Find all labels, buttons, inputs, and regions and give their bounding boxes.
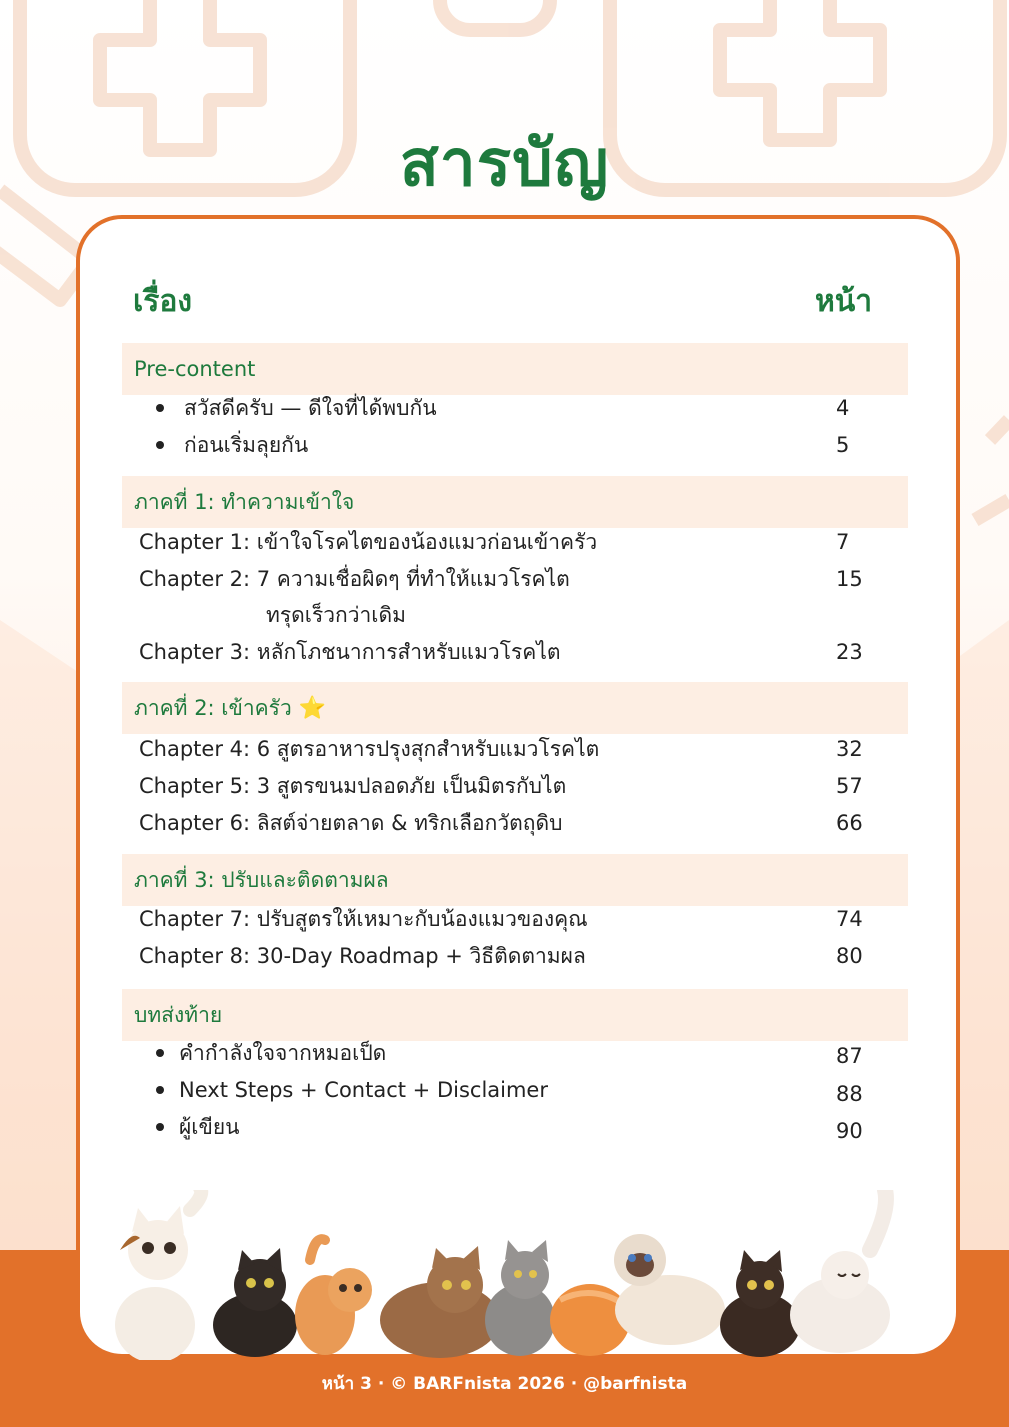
cat-orange-icon bbox=[295, 1239, 372, 1355]
toc-entry[interactable]: Chapter 8: 30-Day Roadmap + วิธีติดตามผล bbox=[139, 944, 586, 968]
column-header-page: หน้า bbox=[815, 284, 873, 319]
cat-dark-icon bbox=[720, 1250, 800, 1357]
section-label: บทส่งท้าย bbox=[134, 1003, 223, 1027]
toc-entry[interactable]: คำกำลังใจจากหมอเป็ด bbox=[179, 1041, 387, 1065]
section-header-part-3 bbox=[122, 854, 908, 906]
toc-page-number: 23 bbox=[836, 640, 863, 664]
toc-entry[interactable]: Chapter 1: เข้าใจโรคไตของน้องแมวก่อนเข้าครัว bbox=[139, 530, 598, 554]
section-label: ภาคที่ 1: ทำความเข้าใจ bbox=[134, 490, 355, 514]
toc-page-number: 90 bbox=[836, 1119, 863, 1143]
toc-page-number: 74 bbox=[836, 907, 863, 931]
section-header-part-2 bbox=[122, 682, 908, 734]
bullet-icon bbox=[156, 1123, 164, 1131]
toc-page-number: 88 bbox=[836, 1082, 863, 1106]
toc-page-number: 87 bbox=[836, 1044, 863, 1068]
section-header-pre-content bbox=[122, 343, 908, 395]
section-label: ภาคที่ 3: ปรับและติดตามผล bbox=[134, 868, 389, 892]
bullet-icon bbox=[156, 404, 164, 412]
toc-entry[interactable]: Chapter 2: 7 ความเชื่อผิดๆ ที่ทำให้แมวโรคไต bbox=[139, 567, 570, 591]
bullet-icon bbox=[156, 1049, 164, 1057]
page-title: สารบัญ bbox=[399, 127, 610, 201]
toc-page-number: 66 bbox=[836, 811, 863, 835]
toc-entry[interactable]: Chapter 5: 3 สูตรขนมปลอดภัย เป็นมิตรกับไต bbox=[139, 774, 567, 798]
cat-calico-icon bbox=[115, 1190, 201, 1360]
cats-illustration bbox=[110, 1190, 910, 1360]
section-header-part-1 bbox=[122, 476, 908, 528]
toc-entry[interactable]: Chapter 3: หลักโภชนาการสำหรับแมวโรคไต bbox=[139, 640, 561, 664]
toc-page-number: 15 bbox=[836, 567, 863, 591]
toc-entry[interactable]: Chapter 6: ลิสต์จ่ายตลาด & ทริกเลือกวัตถุดิบ bbox=[139, 811, 563, 835]
cat-grey-icon bbox=[485, 1240, 555, 1356]
toc-page-number: 4 bbox=[836, 396, 850, 420]
toc-entry[interactable]: ก่อนเริ่มลุยกัน bbox=[184, 433, 309, 457]
toc-page-number: 80 bbox=[836, 944, 863, 968]
toc-entry-continuation[interactable]: ทรุดเร็วกว่าเดิม bbox=[266, 603, 406, 627]
star-icon: ⭐ bbox=[298, 696, 326, 721]
toc-entry[interactable]: ผู้เขียน bbox=[179, 1115, 240, 1139]
toc-entry[interactable]: Next Steps + Contact + Disclaimer bbox=[179, 1078, 548, 1102]
toc-entry[interactable]: Chapter 4: 6 สูตรอาหารปรุงสุกสำหรับแมวโรคไต bbox=[139, 737, 600, 761]
column-header-topic: เรื่อง bbox=[133, 284, 193, 319]
toc-page-number: 5 bbox=[836, 433, 850, 457]
cat-brown-icon bbox=[380, 1246, 500, 1358]
toc-page-number: 32 bbox=[836, 737, 863, 761]
cat-siamese-icon bbox=[614, 1234, 725, 1345]
page-footer: หน้า 3 · © BARFnista 2026 · @barfnista bbox=[321, 1374, 688, 1394]
section-label: ภาคที่ 2: เข้าครัว bbox=[134, 696, 292, 720]
toc-entry[interactable]: Chapter 7: ปรับสูตรให้เหมาะกับน้องแมวของคุณ bbox=[139, 907, 588, 931]
cat-black-icon bbox=[213, 1248, 297, 1357]
toc-page-number: 7 bbox=[836, 530, 850, 554]
section-label: Pre-content bbox=[134, 357, 256, 381]
toc-entry[interactable]: สวัสดีครับ — ดีใจที่ได้พบกัน bbox=[184, 396, 437, 420]
cat-white-icon bbox=[790, 1190, 890, 1353]
bullet-icon bbox=[156, 1086, 164, 1094]
section-header-epilogue bbox=[122, 989, 908, 1041]
bullet-icon bbox=[156, 441, 164, 449]
toc-page-number: 57 bbox=[836, 774, 863, 798]
